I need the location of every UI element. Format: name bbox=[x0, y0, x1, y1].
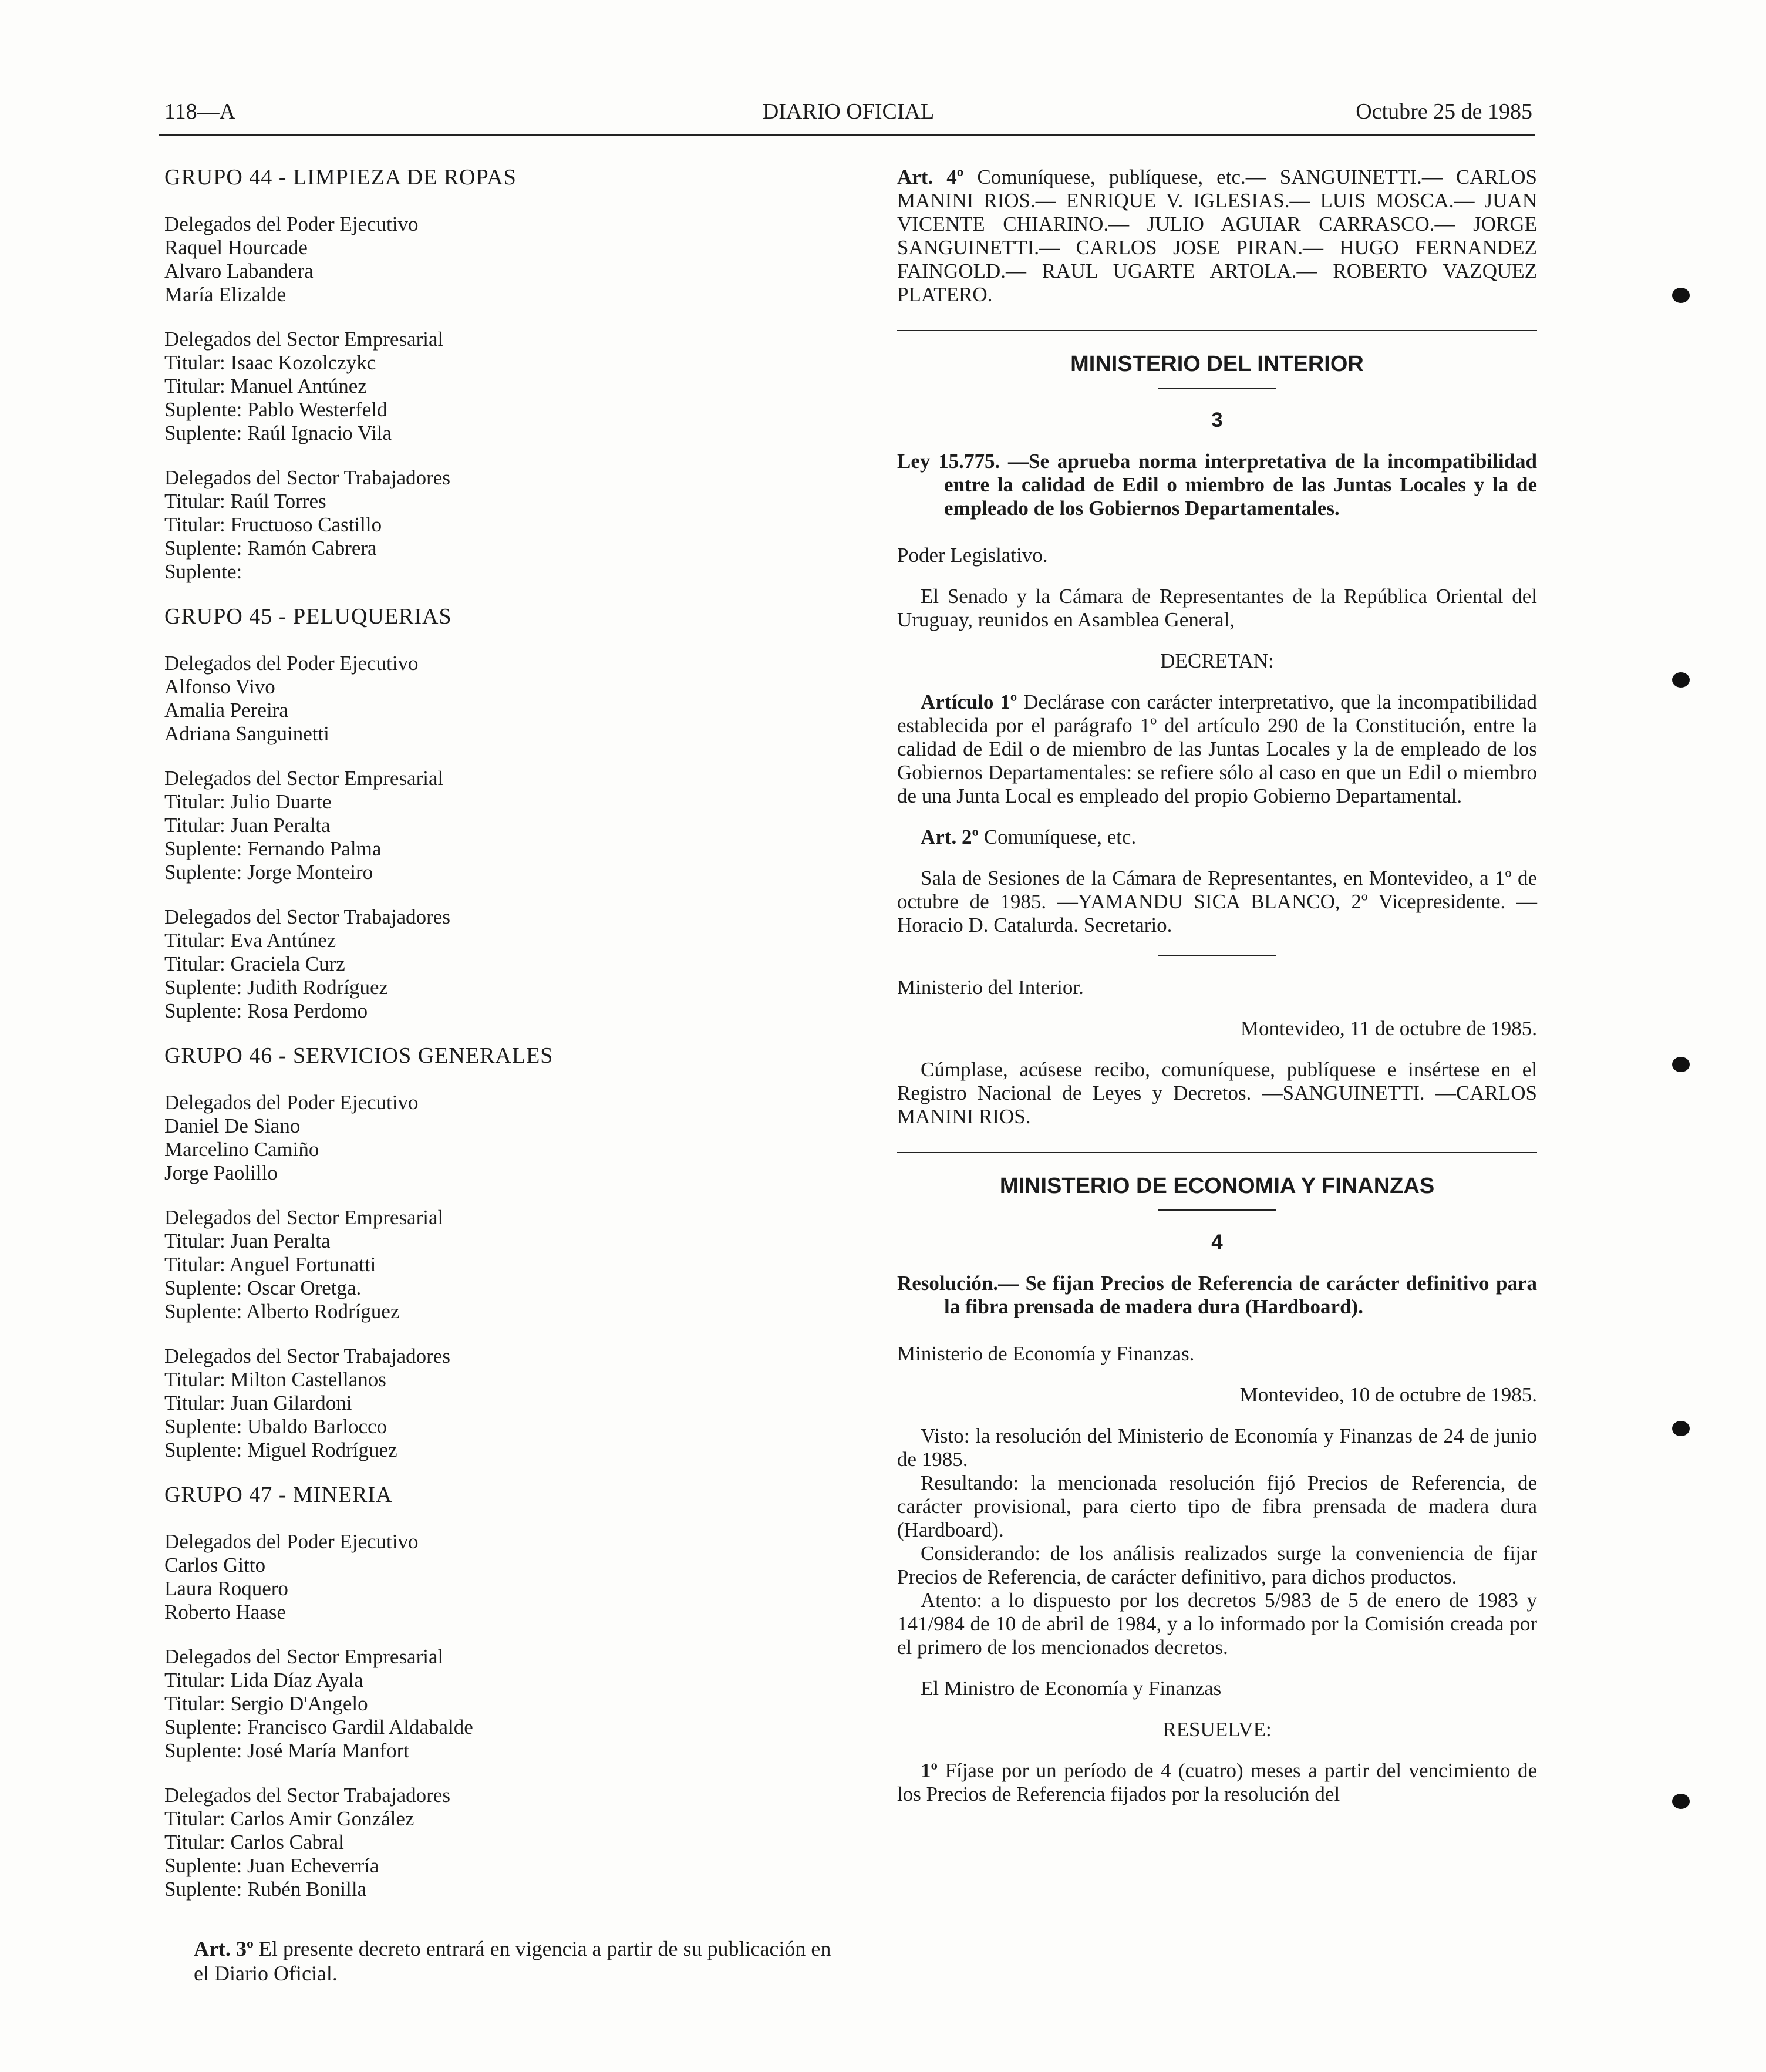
law-intro: El Senado y la Cámara de Representantes de la República Oriental del Uruguay, reunidos en Asamblea General, bbox=[897, 585, 1537, 631]
scan-speck bbox=[1672, 1421, 1690, 1436]
law-heading: Ley 15.775. —Se aprueba norma interpretativa de la incompatibilidad entre la calidad de Edil o miembro de las Juntas Locales y la de empleado de los Gobiernos Departamentales. bbox=[897, 450, 1537, 520]
delegate-entry: Suplente: Pablo Westerfeld bbox=[164, 398, 387, 421]
left-column bbox=[164, 166, 834, 1986]
article-2-label: Art. 2º bbox=[921, 826, 979, 848]
delegates-block bbox=[164, 1345, 834, 1462]
block-heading: Delegados del Sector Trabajadores bbox=[164, 905, 450, 928]
article-2-text: Comuníquese, etc. bbox=[983, 826, 1137, 848]
article-1-label: Artículo 1º bbox=[921, 690, 1017, 713]
article-4 bbox=[897, 166, 1537, 306]
block-heading: Delegados del Sector Trabajadores bbox=[164, 466, 450, 489]
atento: Atento: a lo dispuesto por los decretos 5/983 de 5 de enero de 1983 y 141/984 de 10 de abril de 1984, y a lo informado por la Comisión creada por el primero de los mencionados decretos. bbox=[897, 1589, 1537, 1659]
delegate-entry: Alvaro Labandera bbox=[164, 260, 314, 282]
delegates-block bbox=[164, 1206, 834, 1323]
section-title-economia: MINISTERIO DE ECONOMIA Y FINANZAS bbox=[999, 1174, 1435, 1198]
delegate-entry: Suplente: Jorge Monteiro bbox=[164, 861, 373, 884]
item-number-4: 4 bbox=[1211, 1231, 1223, 1254]
resuelve-heading: RESUELVE: bbox=[1162, 1718, 1272, 1741]
delegate-entry: Suplente: Rosa Perdomo bbox=[164, 999, 368, 1022]
delegate-entry: Titular: Juan Peralta bbox=[164, 1229, 331, 1252]
group-title: GRUPO 45 - PELUQUERIAS bbox=[164, 604, 452, 629]
delegate-entry: Suplente: José María Manfort bbox=[164, 1739, 409, 1762]
block-heading: Delegados del Sector Empresarial bbox=[164, 1206, 444, 1229]
block-heading: Delegados del Sector Empresarial bbox=[164, 767, 444, 790]
delegate-entry: Titular: Eva Antúnez bbox=[164, 929, 336, 952]
delegate-entry: Suplente: Raúl Ignacio Vila bbox=[164, 422, 392, 444]
delegates-block bbox=[164, 652, 834, 746]
resolucion-heading: Resolución.— Se fijan Precios de Referencia de carácter definitivo para la fibra prensada de madera dura (Hardboard). bbox=[897, 1272, 1537, 1318]
delegate-entry: Jorge Paolillo bbox=[164, 1161, 278, 1184]
block-heading: Delegados del Poder Ejecutivo bbox=[164, 1091, 419, 1114]
delegate-entry: Titular: Carlos Cabral bbox=[164, 1831, 344, 1854]
delegate-entry: Titular: Isaac Kozolczykc bbox=[164, 351, 376, 374]
delegate-entry: Adriana Sanguinetti bbox=[164, 722, 329, 745]
section-underline-2 bbox=[1158, 1209, 1276, 1211]
delegate-entry: Titular: Carlos Amir González bbox=[164, 1807, 414, 1830]
section-title-interior: MINISTERIO DEL INTERIOR bbox=[1070, 352, 1364, 376]
delegate-entry: Carlos Gitto bbox=[164, 1554, 266, 1576]
delegate-entry: Daniel De Siano bbox=[164, 1114, 301, 1137]
decretan-heading: DECRETAN: bbox=[1160, 649, 1274, 672]
delegate-entry: Suplente: Miguel Rodríguez bbox=[164, 1438, 397, 1461]
article-3-text: El presente decreto entrará en vigencia a partir de su publicación en el Diario Oficial. bbox=[194, 1937, 831, 1985]
delegate-entry: Suplente: Judith Rodríguez bbox=[164, 976, 389, 999]
section-rule-2 bbox=[897, 1152, 1537, 1153]
fecha-interior: Montevideo, 11 de octubre de 1985. bbox=[1240, 1017, 1537, 1040]
delegate-entry: María Elizalde bbox=[164, 283, 286, 306]
article-4-text: Comuníquese, publíquese, etc.— SANGUINETTI.— CARLOS MANINI RIOS.— ENRIQUE V. IGLESIAS.— LUIS MOSCA.— JUAN VICENTE CHIARINO.— JULIO AGUIAR CARRASCO.— JORGE SANGUINETTI.— CARLOS JOSE PIRAN.— HUGO FERNANDEZ FAINGOLD.— RAUL UGARTE ARTOLA.— ROBERTO VAZQUEZ PLATERO. bbox=[897, 166, 1537, 306]
delegate-entry: Titular: Juan Peralta bbox=[164, 814, 331, 837]
delegate-entry: Titular: Lida Díaz Ayala bbox=[164, 1669, 363, 1692]
ministro: El Ministro de Economía y Finanzas bbox=[921, 1677, 1222, 1700]
delegate-entry: Alfonso Vivo bbox=[164, 675, 275, 698]
delegates-block bbox=[164, 466, 834, 584]
delegate-entry: Titular: Anguel Fortunatti bbox=[164, 1253, 376, 1276]
block-heading: Delegados del Poder Ejecutivo bbox=[164, 213, 419, 235]
delegates-block bbox=[164, 1530, 834, 1624]
paragraph-1 bbox=[897, 1759, 1537, 1806]
paragraph-1-text: Fíjase por un período de 4 (cuatro) meses a partir del vencimiento de los Precios de Referencia fijados por la resolución del bbox=[897, 1759, 1538, 1805]
delegate-entry: Suplente: Ubaldo Barlocco bbox=[164, 1415, 387, 1438]
delegates-block bbox=[164, 1784, 834, 1901]
ministerio-interior: Ministerio del Interior. bbox=[897, 976, 1084, 999]
block-heading: Delegados del Poder Ejecutivo bbox=[164, 652, 419, 675]
article-1-text: Declárase con carácter interpretativo, que la incompatibilidad establecida por el parágrafo 1º del artículo 290 de la Constitución, entre la calidad de Edil o de miembro de las Juntas Locales y la de empleado de los Gobiernos Departamentales: se refiere sólo al caso en que un Edil o miembro de una Junta Local es empleado del propio Gobierno Departamental. bbox=[897, 690, 1538, 807]
delegates-block bbox=[164, 213, 834, 306]
block-heading: Delegados del Sector Empresarial bbox=[164, 1645, 444, 1668]
delegates-block bbox=[164, 905, 834, 1023]
visto: Visto: la resolución del Ministerio de Economía y Finanzas de 24 de junio de 1985. bbox=[897, 1424, 1537, 1471]
delegates-block bbox=[164, 1091, 834, 1185]
delegate-entry: Titular: Julio Duarte bbox=[164, 790, 332, 813]
publication-title: DIARIO OFICIAL bbox=[762, 99, 935, 124]
block-heading: Delegados del Sector Empresarial bbox=[164, 328, 444, 351]
delegates-block bbox=[164, 328, 834, 445]
sala-sesiones: Sala de Sesiones de la Cámara de Representantes, en Montevideo, a 1º de octubre de 1985. —YAMANDU SICA BLANCO, 2º Vicepresidente. —Horacio D. Catalurda. Secretario. bbox=[897, 867, 1537, 936]
scan-speck bbox=[1672, 672, 1690, 688]
delegate-entry: Suplente: Juan Echeverría bbox=[164, 1854, 379, 1877]
right-column bbox=[897, 166, 1537, 1806]
delegate-entry: Raquel Hourcade bbox=[164, 236, 308, 259]
resultando: Resultando: la mencionada resolución fijó Precios de Referencia, de carácter provisional, para cierto tipo de fibra prensada de madera dura (Hardboard). bbox=[897, 1471, 1537, 1541]
delegate-entry: Suplente: Francisco Gardil Aldabalde bbox=[164, 1716, 473, 1739]
article-1 bbox=[897, 690, 1537, 808]
delegate-entry: Titular: Graciela Curz bbox=[164, 952, 345, 975]
delegate-entry: Suplente: Fernando Palma bbox=[164, 837, 382, 860]
section-underline bbox=[1158, 388, 1276, 389]
article-3-label: Art. 3º bbox=[194, 1937, 254, 1960]
delegate-entry: Suplente: Ramón Cabrera bbox=[164, 537, 377, 560]
block-heading: Delegados del Poder Ejecutivo bbox=[164, 1530, 419, 1553]
delegate-entry: Titular: Milton Castellanos bbox=[164, 1368, 386, 1391]
publication-date: Octubre 25 de 1985 bbox=[1356, 99, 1532, 124]
delegate-entry: Suplente: Oscar Oretga. bbox=[164, 1276, 362, 1299]
delegate-entry: Marcelino Camiño bbox=[164, 1138, 319, 1161]
delegate-entry: Roberto Haase bbox=[164, 1601, 287, 1623]
page-number: 118—A bbox=[164, 99, 236, 124]
delegates-block bbox=[164, 1645, 834, 1763]
delegate-entry: Suplente: Rubén Bonilla bbox=[164, 1878, 367, 1901]
scan-speck bbox=[1672, 1794, 1690, 1809]
scan-speck bbox=[1672, 288, 1690, 303]
block-heading: Delegados del Sector Trabajadores bbox=[164, 1784, 450, 1807]
article-3 bbox=[164, 1936, 834, 1986]
delegate-entry: Titular: Raúl Torres bbox=[164, 490, 326, 513]
cumplase: Cúmplase, acúsese recibo, comuníquese, publíquese e insértese en el Registro Nacional de Leyes y Decretos. —SANGUINETTI. —CARLOS MANINI RIOS. bbox=[897, 1058, 1537, 1128]
considerando: Considerando: de los análisis realizados surge la conveniencia de fijar Precios de Referencia, de carácter definitivo, para dichos productos. bbox=[897, 1542, 1537, 1588]
group-title: GRUPO 47 - MINERIA bbox=[164, 1483, 393, 1507]
delegates-block bbox=[164, 767, 834, 884]
group-title: GRUPO 46 - SERVICIOS GENERALES bbox=[164, 1043, 554, 1068]
group-title: GRUPO 44 - LIMPIEZA DE ROPAS bbox=[164, 165, 517, 190]
delegate-entry: Titular: Fructuoso Castillo bbox=[164, 513, 382, 536]
delegate-entry: Suplente: bbox=[164, 560, 242, 583]
article-2 bbox=[897, 826, 1537, 849]
ministerio-economia: Ministerio de Economía y Finanzas. bbox=[897, 1342, 1195, 1365]
delegate-entry: Amalia Pereira bbox=[164, 699, 288, 722]
block-heading: Delegados del Sector Trabajadores bbox=[164, 1345, 450, 1367]
item-number: 3 bbox=[1211, 409, 1223, 432]
separator-rule bbox=[1158, 955, 1276, 956]
delegate-entry: Suplente: Alberto Rodríguez bbox=[164, 1300, 400, 1323]
poder-legislativo: Poder Legislativo. bbox=[897, 544, 1048, 567]
delegate-entry: Titular: Manuel Antúnez bbox=[164, 375, 367, 397]
scan-speck bbox=[1672, 1057, 1690, 1072]
delegate-entry: Laura Roquero bbox=[164, 1577, 288, 1600]
section-rule bbox=[897, 330, 1537, 331]
fecha-economia: Montevideo, 10 de octubre de 1985. bbox=[1239, 1383, 1537, 1406]
paragraph-1-label: 1º bbox=[921, 1759, 938, 1782]
article-4-label: Art. 4º bbox=[897, 166, 964, 188]
delegate-entry: Titular: Juan Gilardoni bbox=[164, 1392, 352, 1414]
header-rule bbox=[159, 134, 1535, 136]
delegate-entry: Titular: Sergio D'Angelo bbox=[164, 1692, 368, 1715]
group-list bbox=[164, 166, 834, 1901]
